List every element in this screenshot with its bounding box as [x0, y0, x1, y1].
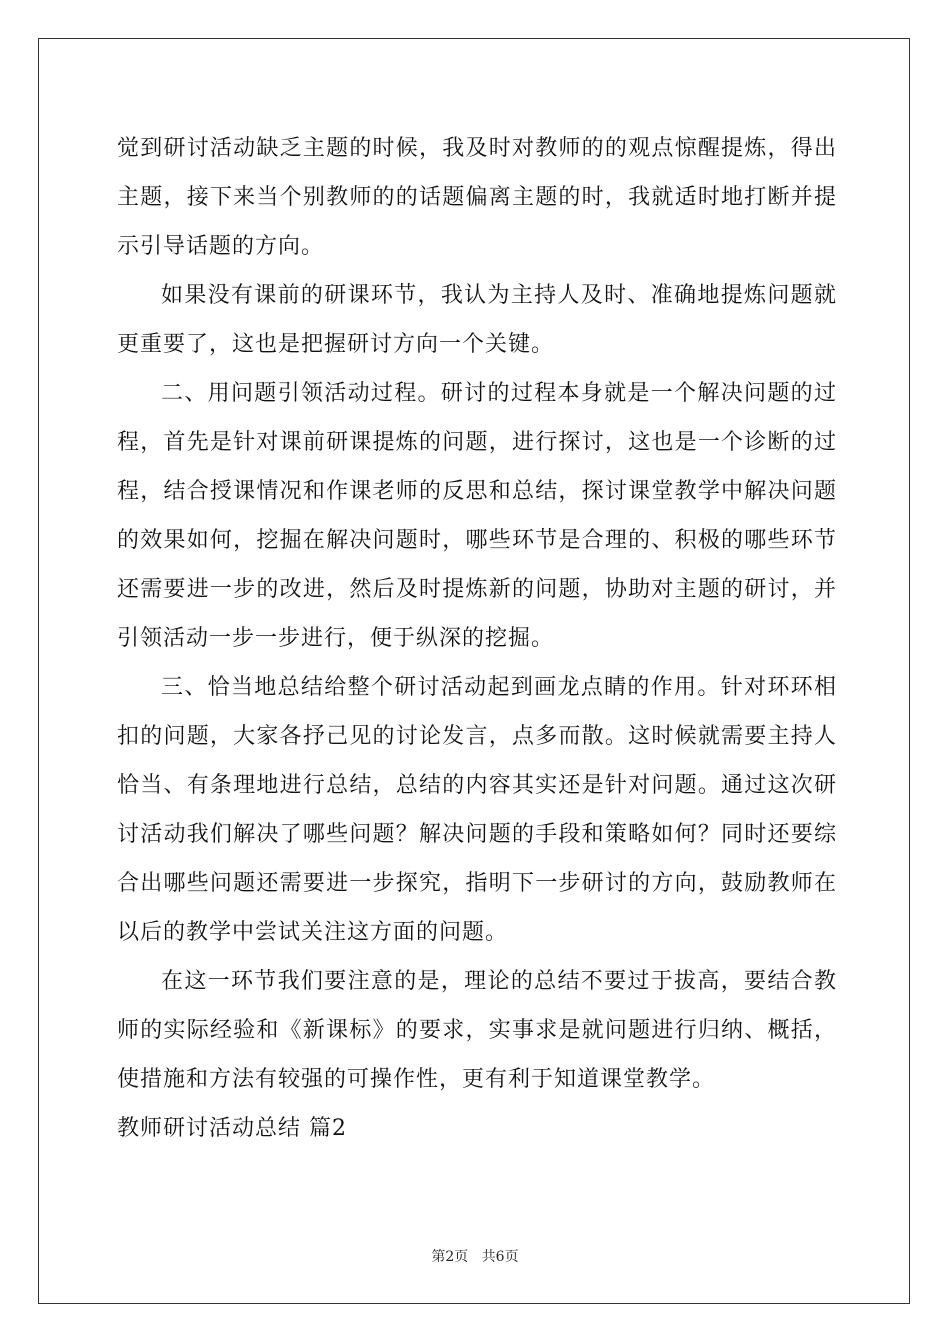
page-number: 第2页: [431, 1249, 469, 1265]
page-footer: [0, 1247, 950, 1267]
page-total: 共6页: [481, 1249, 519, 1265]
paragraph-continuation: 觉到研讨活动缺乏主题的时候，我及时对教师的的观点惊醒提炼，得出主题，接下来当个别教师的的话题偏离主题的时，我就适时地打断并提示引导话题的方向。: [117, 136, 837, 259]
paragraph-point-three: 三、恰当地总结给整个研讨活动起到画龙点睛的作用。针对环环相扣的问题，大家各抒己见的讨论发言，点多而散。这时候就需要主持人恰当、有条理地进行总结，总结的内容其实还是针对问题。通过这次研讨活动我们解决了哪些问题？解决问题的手段和策略如何？同时还要综合出哪些问题还需要进一步探究，指明下一步研讨的方向，鼓励教师在以后的教学中尝试关注这方面的问题。: [117, 675, 837, 945]
paragraph-research-class: 如果没有课前的研课环节，我认为主持人及时、准确地提炼问题就更重要了，这也是把握研讨方向一个关键。: [117, 283, 837, 357]
paragraph-note: 在这一环节我们要注意的是，理论的总结不要过于拔高，要结合教师的实际经验和《新课标》的要求，实事求是就问题进行归纳、概括，使措施和方法有较强的可操作性，更有利于知道课堂教学。: [117, 969, 837, 1092]
section-heading: 教师研讨活动总结 篇2: [117, 1116, 347, 1141]
document-body: [117, 124, 837, 1153]
paragraph-point-two: 二、用问题引领活动过程。研讨的过程本身就是一个解决问题的过程，首先是针对课前研课提炼的问题，进行探讨，这也是一个诊断的过程，结合授课情况和作课老师的反思和总结，探讨课堂教学中解决问题的效果如何，挖掘在解决问题时，哪些环节是合理的、积极的哪些环节还需要进一步的改进，然后及时提炼新的问题，协助对主题的研讨，并引领活动一步一步进行，便于纵深的挖掘。: [117, 381, 837, 651]
